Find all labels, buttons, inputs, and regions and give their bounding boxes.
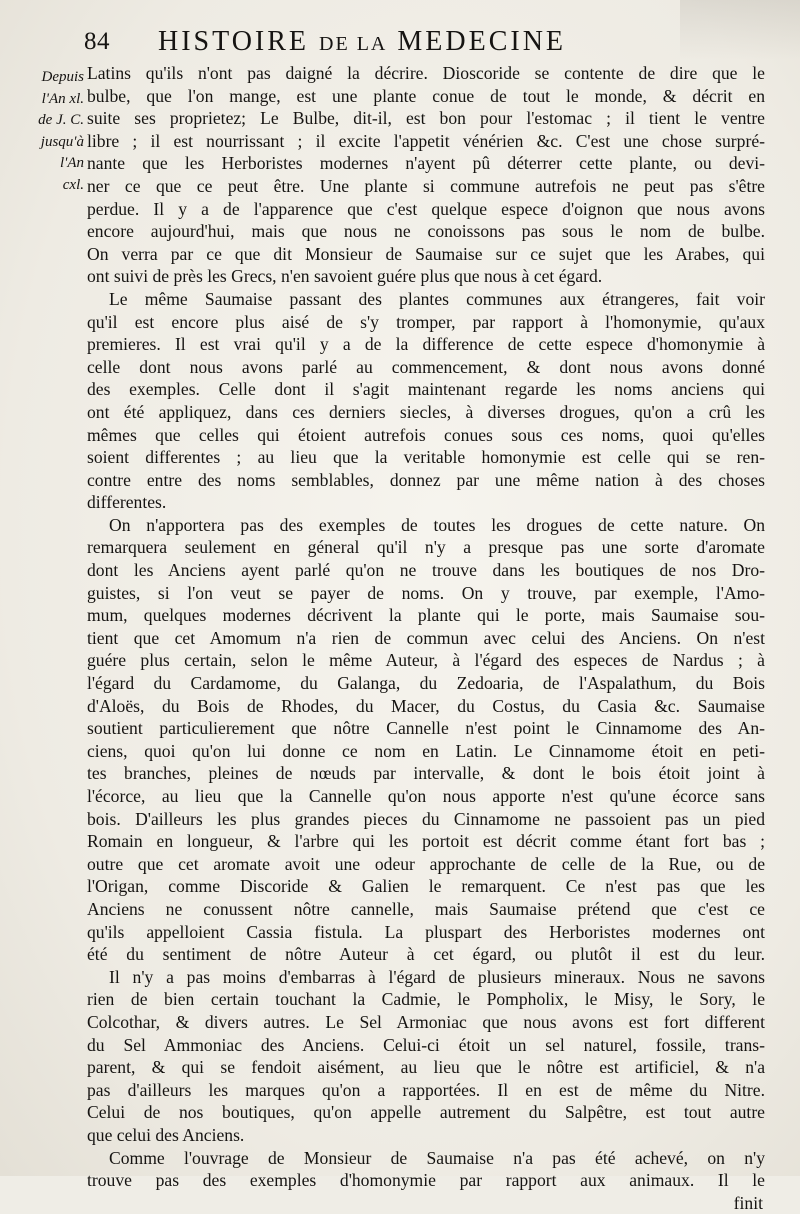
text-line: differentes.: [87, 492, 167, 513]
text-line: Latins qu'ils n'ont pas daigné la décrire. Dioscoride se contente de dire que le: [87, 63, 765, 83]
text-line: soutient particulierement que nôtre Cannelle n'est point le Cinnamome des An-: [87, 718, 765, 739]
text-line: premieres. Il est vrai qu'il y a de la difference de cette espece d'homonymie à: [87, 334, 765, 355]
text-line: nante que les Herboristes modernes n'ayent pû déterrer cette plante, ou devi-: [87, 153, 765, 174]
text-line: l'écorce, au lieu que la Cannelle qu'on nous apporte n'est qu'une écorce sans: [87, 786, 765, 806]
text-line: Romain en longueur, & l'arbre qui les portoit est décrit comme étant fort bas ;: [87, 831, 765, 852]
text-line: du Sel Ammoniac des Anciens. Celui-ci étoit un sel naturel, fossile, trans-: [87, 1034, 765, 1055]
running-title-part1: HISTOIRE: [158, 26, 310, 57]
text-line: dont les Anciens ayent parlé qu'on ne trouve dans les boutiques de nos Dro-: [87, 560, 765, 581]
text-line: Anciens ne conussent nôtre cannelle, mais Saumaise prétend que c'est ce: [87, 898, 765, 919]
text-line: tient que cet Amomum n'a rien de commun avec celui des Anciens. On n'est: [87, 627, 765, 648]
text-line: contre entre des noms semblables, donnez par une même nation à des choses: [87, 469, 765, 490]
running-title: [158, 26, 566, 58]
text-run: Il n'y a pas moins d'embarras à l'égard de plusieurs mineraux. Nous ne savons: [109, 966, 765, 987]
text-line: libre ; il est nourrissant ; il excite l'appetit vénérien &c. C'est une chose surpré-: [87, 130, 765, 151]
text-line: ner ce que ce peut être. Une plante si commune autrefois ne peut pas s'être: [87, 175, 765, 196]
text-line: celle dont nous avons parlé au commencement, & dont nous avons donné: [87, 356, 765, 377]
margin-note-line: cxl.: [62, 176, 84, 193]
paragraph-start-line: [87, 1147, 765, 1170]
paragraph-start-line: [87, 514, 765, 537]
text-run: On n'apportera pas des exemples de toutes les drogues de cette nature. On: [109, 514, 765, 535]
text-line: bois. D'ailleurs les plus grandes pieces du Cinnamome ne passoient pas un pied: [87, 808, 765, 829]
text-line: Colcothar, & divers autres. Le Sel Armoniac que nous avons est fort different: [87, 1011, 765, 1032]
text-line: perdue. Il y a de l'apparence que c'est quelque espece d'oignon que nous avons: [87, 198, 765, 219]
running-title-part2: DE LA: [319, 33, 388, 55]
text-line: rien de bien certain touchant la Cadmie, le Pompholix, le Misy, le Sory, le: [87, 989, 765, 1010]
text-line: trouve pas des exemples d'homonymie par rapport aux animaux. Il le: [87, 1170, 765, 1191]
body-text: [87, 62, 765, 1214]
catchword: finit: [733, 1192, 763, 1213]
text-run: Le même Saumaise passant des plantes communes aux étrangeres, fait voir: [109, 288, 765, 309]
text-run: Comme l'ouvrage de Monsieur de Saumaise n'a pas été achevé, on n'y: [109, 1147, 765, 1168]
paragraph-start-line: [87, 288, 765, 311]
text-line: encore aujourd'hui, mais que nous ne conoissons pas sous le nom de bulbe.: [87, 221, 765, 242]
text-line: l'Origan, comme Discoride & Galien le remarquent. Ce n'est pas que les: [87, 876, 765, 897]
text-line: ont suivi de près les Grecs, n'en savoient guére plus que nous à cet égard.: [87, 266, 603, 287]
margin-note-line: Depuis: [41, 69, 84, 85]
text-line: guistes, si l'on veut se payer de noms. On y trouve, par exemple, l'Amo-: [87, 582, 765, 603]
text-line: remarquera seulement en géneral qu'il n'y a presque pas une sorte d'aromate: [87, 537, 765, 558]
text-line: l'égard du Cardamome, du Galanga, du Zedoaria, de l'Aspalathum, du Bois: [87, 673, 765, 694]
text-line: pas d'ailleurs les marques qu'on a rapportées. Il en est de même du Nitre.: [87, 1079, 765, 1100]
text-line: soient differentes ; au lieu que la veritable homonymie est celle qui se ren-: [87, 447, 765, 468]
text-line: mum, quelques modernes décrivent la plante qui le porte, mais Saumaise sou-: [87, 605, 765, 626]
text-line: ciens, quoi qu'on lui donne ce nom en Latin. Le Cinnamome étoit en peti-: [87, 740, 765, 761]
text-line: Celui de nos boutiques, qu'on appelle autrement du Salpêtre, est tout autre: [87, 1102, 765, 1123]
text-line: mêmes que celles qui étoient autrefois conues sous ces noms, quoi qu'elles: [87, 424, 765, 445]
margin-date-note: [18, 67, 84, 197]
text-line: qu'ils appelloient Cassia fistula. La pluspart des Herboristes modernes ont: [87, 921, 765, 942]
text-line: d'Aloës, du Bois de Rhodes, du Macer, du Costus, du Casia &c. Saumaise: [87, 695, 765, 716]
text-line: suite ses proprietez; Le Bulbe, dit-il, est bon pour l'estomac ; il tient le ventre: [87, 108, 765, 129]
text-line: outre que cet aromate avoit une odeur approchante de celle de la Rue, ou de: [87, 853, 765, 874]
running-title-part3: MEDECINE: [397, 26, 567, 57]
text-line: bulbe, que l'on mange, est une plante conue de tout le monde, & décrit en: [87, 85, 765, 106]
text-line: que celui des Anciens.: [87, 1124, 245, 1145]
page-number: 84: [84, 28, 110, 55]
text-line: tes branches, pleines de nœuds par intervalle, & dont le bois étoit joint à: [87, 763, 765, 784]
margin-note-line: l'An xl.: [41, 90, 84, 107]
margin-note-line: jusqu'à: [40, 133, 84, 150]
text-line: guére plus certain, selon le même Auteur, à l'égard des especes de Nardus ; à: [87, 650, 765, 671]
paragraph-start-line: [87, 966, 765, 989]
text-line: ont été appliquez, dans ces derniers siecles, à diverses drogues, qu'on a crû les: [87, 401, 765, 422]
text-line: été du sentiment de nôtre Auteur à cet égard, ou plutôt il est du leur.: [87, 944, 765, 965]
text-line: des exemples. Celle dont il s'agit maintenant regarde les noms anciens qui: [87, 379, 765, 400]
margin-note-line: de J. C.: [38, 112, 84, 129]
text-line: On verra par ce que dit Monsieur de Saumaise sur ce sujet que les Arabes, qui: [87, 243, 765, 264]
margin-note-line: l'An: [59, 155, 84, 172]
text-line: qu'il est encore plus aisé de s'y tromper, par rapport à l'homonymie, qu'aux: [87, 311, 765, 332]
text-line: parent, & qui se fendoit aisément, au lieu que le nôtre est artificiel, & n'a: [87, 1057, 765, 1078]
running-header: [84, 26, 714, 62]
